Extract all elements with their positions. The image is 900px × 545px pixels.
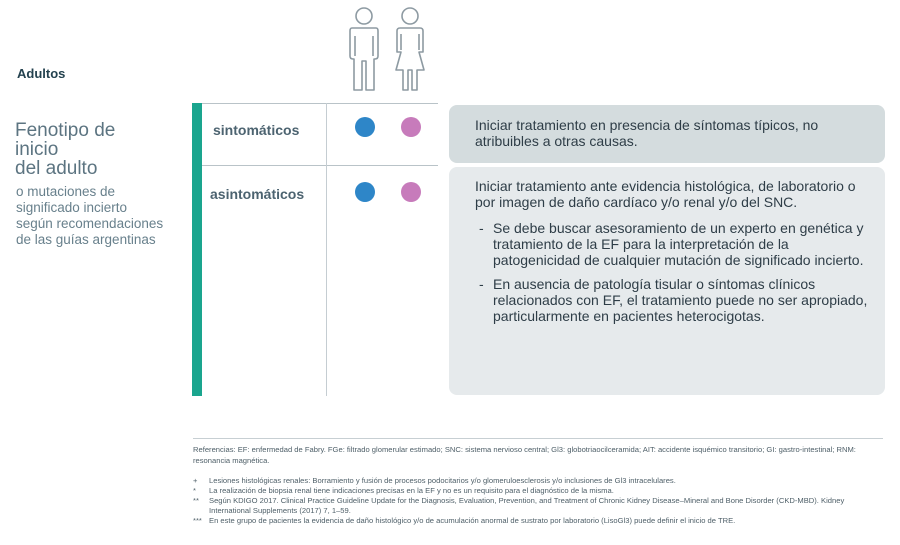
column-divider [326, 103, 327, 165]
footnote-symbol: *** [193, 516, 202, 525]
bullet-item [475, 276, 871, 324]
footnotes [193, 476, 883, 526]
phenotype-subtitle-line: de las guías argentinas [16, 232, 156, 247]
recommendation-text: Iniciar tratamiento en presencia de síntomas típicos, no atribuibles a otras causas. [475, 117, 819, 149]
recommendation-bullets [475, 220, 871, 324]
phenotype-subtitle-line: o mutaciones de [16, 184, 116, 199]
footnote-text: Según KDIGO 2017. Clinical Practice Guideline Update for the Diagnosis, Evaluation, Prevention, and Treatment of Chronic Kidney Disease–Mineral and Bone Disorder (CKD-MBD). Kidney International Supplements (2017) 7, 1–59. [209, 496, 845, 515]
references-divider [193, 438, 883, 439]
footnote [193, 476, 883, 486]
footnote [193, 496, 883, 516]
row-label-symptomatic: sintomáticos [213, 122, 300, 138]
phenotype-subtitle [16, 184, 188, 248]
bullet-marker: - [479, 220, 484, 236]
footnote-text: La realización de biopsia renal tiene indicaciones precisas en la EF y no es un requisito para el diagnóstico de la misma. [209, 486, 614, 495]
footnote-text: Lesiones histológicas renales: Borramiento y fusión de procesos podocitarios y/o glomeruloesclerosis y/o inclusiones de Gl3 intracelulares. [209, 476, 676, 485]
bullet-marker: - [479, 276, 484, 292]
phenotype-title [15, 121, 185, 178]
footnote [193, 516, 883, 526]
accent-bar [192, 103, 202, 396]
female-dot [401, 117, 421, 137]
bullet-text: En ausencia de patología tisular o síntomas clínicos relacionados con EF, el tratamiento puede no ser apropiado, particularmente en pacientes heterocigotas. [493, 276, 868, 324]
phenotype-title-line: Fenotipo de [15, 120, 116, 141]
column-divider [326, 165, 327, 396]
bullet-text: Se debe buscar asesoramiento de un experto en genética y tratamiento de la EF para la interpretación de la patogenicidad de cualquier mutación de significado incierto. [493, 220, 864, 268]
row-divider [202, 165, 438, 166]
female-person-icon [393, 6, 427, 94]
male-dot [355, 117, 375, 137]
male-person-icon [347, 6, 381, 94]
recommendation-text: Iniciar tratamiento ante evidencia histológica, de laboratorio o por imagen de daño cardíaco y/o renal y/o del SNC. [475, 178, 856, 210]
footnote-symbol: + [193, 476, 198, 485]
phenotype-title-line: del adulto [15, 158, 98, 179]
row-divider-top [202, 103, 438, 104]
recommendation-box-symptomatic [449, 105, 885, 163]
female-dot [401, 182, 421, 202]
phenotype-subtitle-line: según recomendaciones [16, 216, 164, 231]
male-dot [355, 182, 375, 202]
footnote-symbol: * [193, 486, 196, 495]
phenotype-title-line: inicio [15, 139, 59, 160]
footnote-text: En este grupo de pacientes la evidencia de daño histológico y/o de acumulación anormal de sustrato por laboratorio (LisoGl3) puede definir el inicio de TRE. [209, 516, 736, 525]
section-label: Adultos [17, 66, 66, 81]
footnote-symbol: ** [193, 496, 199, 505]
row-label-asymptomatic: asintomáticos [210, 186, 305, 202]
references: Referencias: EF: enfermedad de Fabry. FGe: filtrado glomerular estimado; SNC: sistema nervioso central; Gl3: globotriaocilceramida; AIT: accidente isquémico transitorio; GI: gastro-intestinal; RNM: resonancia magnética. [193, 445, 856, 465]
phenotype-subtitle-line: significado incierto [16, 200, 128, 215]
recommendation-box-asymptomatic [449, 167, 885, 395]
footnote [193, 486, 883, 496]
bullet-item [475, 220, 871, 268]
